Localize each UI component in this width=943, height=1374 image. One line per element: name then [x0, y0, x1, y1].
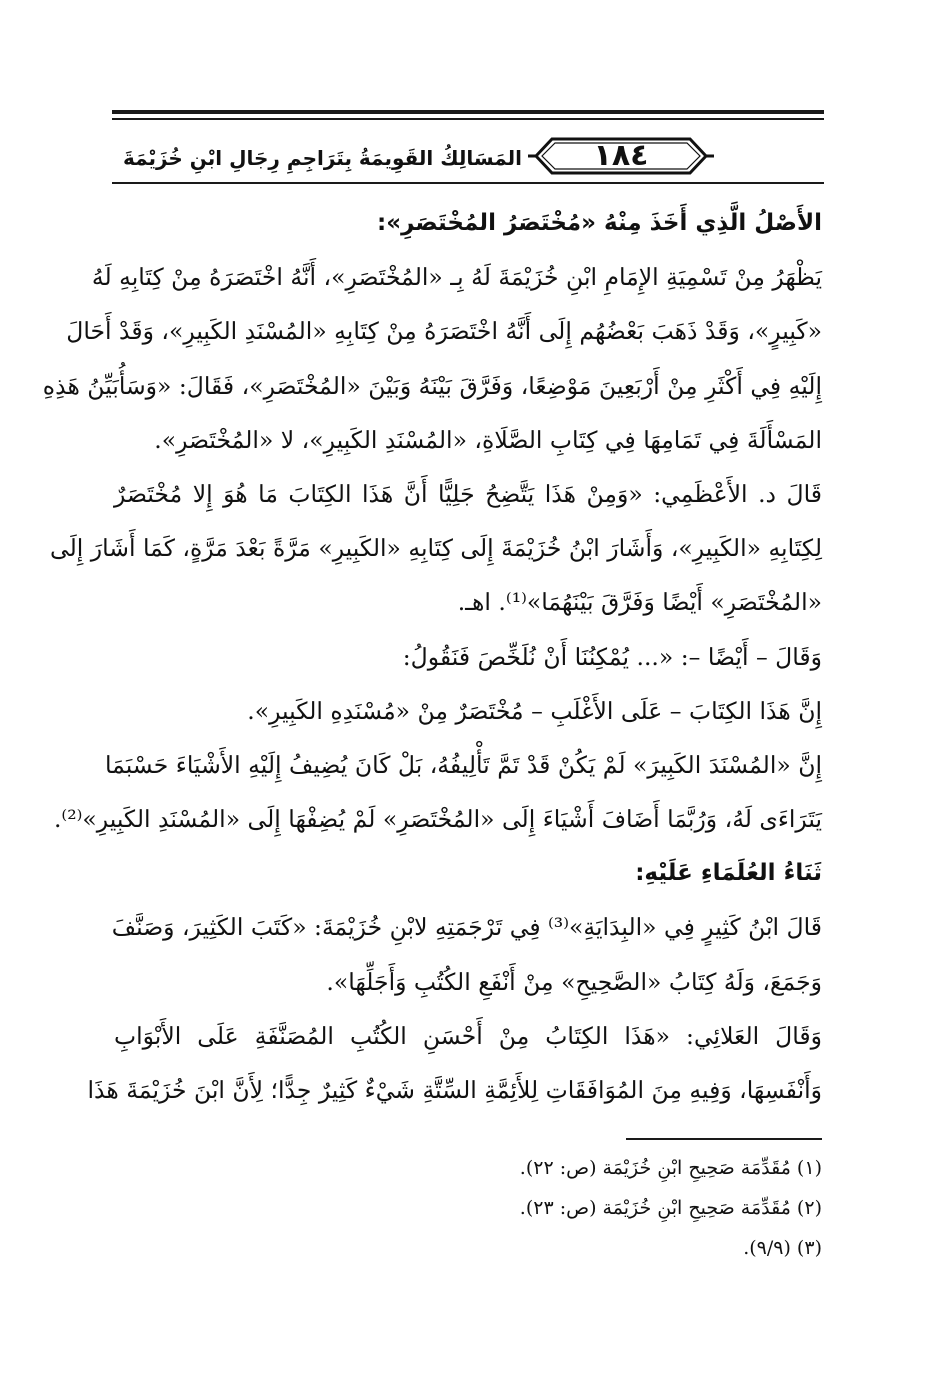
text-line: وَقَالَ – أَيْضًا –: «... يُمْكِنُنَا أَنْ نُلَخِّصَ فَنَقُولُ: [402, 642, 822, 671]
footnote: (٢) مُقَدِّمَة صَحِيحِ ابْنِ خُزَيْمَة (ص: ٢٣). [519, 1197, 822, 1219]
text-line: لِكِتَابِهِ «الكَبِيرِ»، وَأَشَارَ ابْنُ خُزَيْمَةَ إِلَى كِتَابِهِ «الكَبِيرِ» مَرَّةً بَعْدَ مَرَّةٍ، كَمَا أَشَارَ إِلَى [50, 534, 822, 563]
section-heading: ثَنَاءُ العُلَمَاءِ عَلَيْهِ: [635, 860, 822, 887]
text-line: وَقَالَ العَلائِي: «هَذَا الكِتَابُ مِنْ أَحْسَنِ الكُتُبِ المُصَنَّفَةِ عَلَى الأَبْوَابِ [114, 1021, 822, 1050]
text-line: «كَبِيرٍ»، وَقَدْ ذَهَبَ بَعْضُهُم إِلَى أَنَّهُ اخْتَصَرَهُ مِنْ كِتَابِهِ «المُسْنَدِ الكَبِيرِ»، وَقَدْ أَحَالَ [66, 317, 822, 346]
text-line: وَجَمَعَ، وَلَهُ كِتَابُ «الصَّحِيحِ» مِنْ أَنْفَعِ الكُتُبِ وَأَجَلِّهَا». [326, 967, 822, 996]
page-number: ١٨٤ [593, 138, 649, 173]
footnote-separator [626, 1138, 822, 1140]
footnotes [300, 1148, 822, 1268]
body-text [42, 196, 822, 1117]
running-title: المَسَالِكُ القَوِيمَةُ بِتَرَاجِمِ رِجَالِ ابْنِ خُزَيْمَةَ [122, 146, 522, 170]
text-line: قَالَ د. الأَعْظَمِي: «وَمِنْ هَذَا يَتَّضِحُ جَلِيًّا أَنَّ هَذَا الكِتَابَ مَا هُوَ إِلا مُخْتَصَرٌ [114, 479, 822, 508]
header-rule-bottom [112, 182, 824, 184]
text-line: وَأَنْفَسِهَا، وَفِيهِ مِنَ المُوَافَقَاتِ لِلأَئِمَّةِ السِّتَّةِ شَيْءٌ كَثِيرٌ جِدًّا؛ لِأَنَّ ابْنَ خُزَيْمَةَ هَذَا [87, 1076, 822, 1104]
footnote: (١) مُقَدِّمَة صَحِيحِ ابْنِ خُزَيْمَة (ص: ٢٢). [519, 1157, 822, 1179]
text-line: «المُخْتَصَرِ» أَيْضًا وَفَرَّقَ بَيْنَهُمَا»⁽¹⁾. اهـ. [457, 588, 822, 617]
text-line: يَظْهَرُ مِنْ تَسْمِيَةِ الإِمَامِ ابْنِ خُزَيْمَةَ لَهُ بِـ «المُخْتَصَرِ»، أَنَّهُ اخْتَصَرَهُ مِنْ كِتَابِهِ لَهُ [91, 263, 822, 292]
text-line: إِلَيْهِ فِي أَكْثَرِ مِنْ أَرْبَعِينَ مَوْضِعًا، وَفَرَّقَ بَيْنَهُ وَبَيْنَ «المُخْتَصَرِ»، فَقَالَ: «وَسَأُبَيِّنُ هَذِهِ [42, 371, 822, 400]
section-heading: الأَصْلُ الَّذِي أَخَذَ مِنْهُ «مُخْتَصَرُ المُخْتَصَرِ»: [377, 210, 822, 236]
text-line: إِنَّ هَذَا الكِتَابَ – عَلَى الأَغْلَبِ – مُخْتَصَرٌ مِنْ «مُسْنَدِهِ الكَبِيرِ». [247, 696, 822, 725]
footnote: (٣) (٩/٩). [743, 1237, 822, 1259]
text-line: يَتَرَاءَى لَهُ، وَرُبَّمَا أَضَافَ أَشْيَاءَ إِلَى «المُخْتَصَرِ» لَمْ يُضِفْهَا إِلَى «المُسْنَدِ الكَبِيرِ»⁽²⁾. [53, 805, 822, 834]
text-line: قَالَ ابْنُ كَثِيرٍ فِي «البِدَايَةِ»⁽³⁾ فِي تَرْجَمَتِهِ لابْنِ خُزَيْمَةَ: «كَتَبَ الكَثِيرَ، وَصَنَّفَ [111, 913, 822, 942]
header-rule-top [112, 110, 824, 114]
header-rule-top-thin [112, 118, 824, 120]
text-line: إِنَّ «المُسْنَدَ الكَبِيرَ» لَمْ يَكُنْ قَدْ تَمَّ تَأْلِيفُهُ، بَلْ كَانَ يُضِيفُ إِلَيْهِ الأَشْيَاءَ حَسْبَمَا [104, 750, 822, 779]
text-line: المَسْأَلَةَ فِي تَمَامِهَا فِي كِتَابِ الصَّلَاةِ، «المُسْنَدِ الكَبِيرِ»، لا «المُخْتَصَرِ». [154, 425, 822, 454]
